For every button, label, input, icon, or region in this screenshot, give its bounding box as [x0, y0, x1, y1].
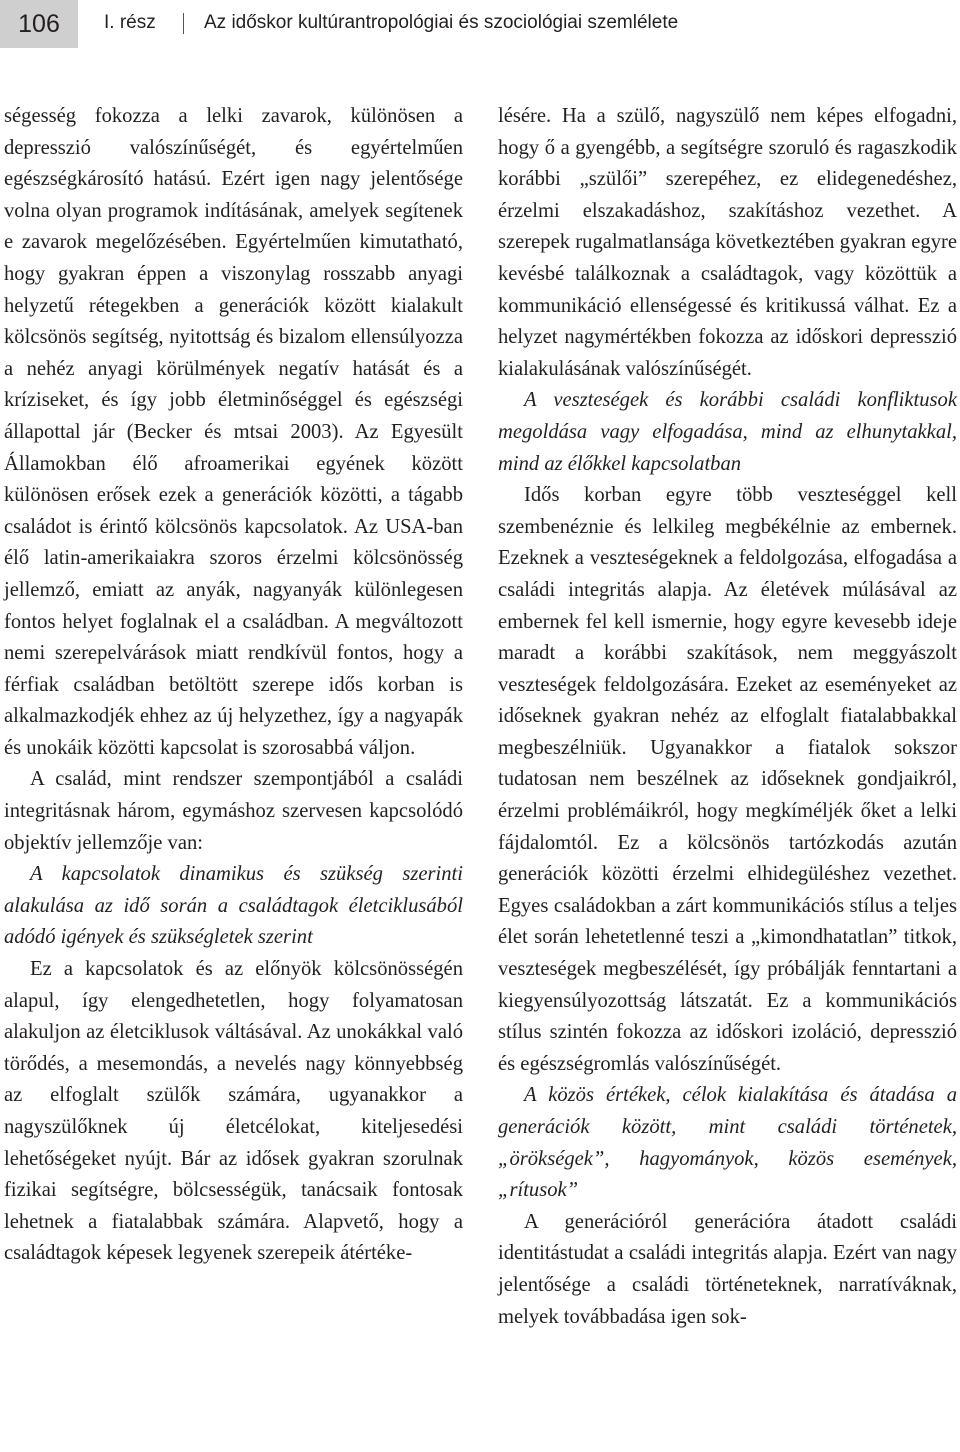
body-paragraph: Idős korban egyre több veszteséggel kell szembenéznie és lelkileg megbékélnie az embernek. Ezeknek a veszteségeknek a feldolgozása, elfogadása a családi integritás alapja. Az életévek múlásával az embernek fel kell ismernie, hogy egyre kevesebb ideje maradt a korábbi szakítások, nem meggyászolt veszteségek feldolgozására. Ezeket az eseményeket az időseknek gyakran nehéz az elfoglalt fiatalabbakkal megbeszélniük. Ugyanakkor a fiatalok sokszor tudatosan nem beszélnek az időseknek gondjaikról, érzelmi problémáikról, hogy megkíméljék őket a lelki fájdalomtól. Ez a kölcsönös tartózkodás azután generációk közötti érzelmi elhidegüléshez vezethet. Egyes családokban a zárt kommunikációs stílus a teljes élet során lehetetlenné teszi a „kimondhatatlan” titkok, veszteségek megbeszélését, így próbálják fenntartani a kiegyensúlyozottság látszatát. Ez a kommunikációs stílus szintén fokozza az időskori izoláció, depresszió és egészségromlás valószínűségét.	[498, 484, 957, 1075]
italic-subheading: A veszteségek és korábbi családi konfliktusok megoldása vagy elfogadása, mind az elhunytakkal, mind az élőkkel kapcsolatban	[498, 389, 957, 475]
right-column	[498, 101, 957, 1333]
page-number: 106	[0, 0, 78, 48]
body-paragraph: lésére. Ha a szülő, nagyszülő nem képes elfogadni, hogy ő a gyengébb, a segítségre szoruló és ragaszkodik korábbi „szülői” szerepéhez, ez elidegenedéshez, érzelmi elszakadáshoz, szakításhoz vezethet. A szerepek rugalmatlansága következtében gyakran egyre kevésbé találkoznak a családtagok, vagy közöttük a kommunikáció ellenségessé és kritikussá válhat. Ez a helyzet nagymértékben fokozza az időskori depresszió kialakulásának valószínűségét.	[498, 105, 957, 380]
body-paragraph: A család, mint rendszer szempontjából a családi integritásnak három, egymáshoz szervesen kapcsolódó objektív jellemzője van:	[4, 768, 463, 854]
italic-subheading: A közös értékek, célok kialakítása és átadása a generációk között, mint családi történetek, „örökségek”, hagyományok, közös események, „rítusok”	[498, 1084, 957, 1202]
left-column	[4, 101, 463, 1270]
body-paragraph: Ez a kapcsolatok és az előnyök kölcsönösségén alapul, így elengedhetetlen, hogy folyamatosan alakuljon az életciklusok váltásával. Az unokákkal való törődés, a mesemondás, a nevelés nagy könnyebbség az elfoglalt szülők számára, ugyanakkor a nagyszülőknek új életcélokat, kiteljesedési lehetőségeket nyújt. Bár az idősek gyakran szorulnak fizikai segítségre, bölcsességük, tanácsaik fontosak lehetnek a fiatalabbak számára. Alapvető, hogy a családtagok képesek legyenek szerepeik átértéke-	[4, 958, 463, 1265]
body-paragraph: A generációról generációra átadott családi identitástudat a családi integritás alapja. Ezért van nagy jelentősége a családi történeteknek, narratíváknak, melyek továbbadása igen sok-	[498, 1210, 957, 1328]
body-paragraph: ségesség fokozza a lelki zavarok, különösen a depresszió valószínűségét, és egyértelműen egészségkárosító hatású. Ezért igen nagy jelentősége volna olyan programok indításának, amelyek segítenek e zavarok megelőzésében. Egyértelműen kimutatható, hogy gyakran éppen a viszonylag rosszabb anyagi helyzetű rétegekben a generációk között kialakult kölcsönös segítség, nyitottság és bizalom ellensúlyozza a nehéz anyagi körülmények negatív hatását és a kríziseket, és így jobb életminőséggel és egészségi állapottal jár (Becker és mtsai 2003). Az Egyesült Államokban élő afroamerikai egyének között különösen erősek ezek a generációk közötti, a tágabb családot is érintő kölcsönös kapcsolatok. Az USA-ban élő latin-amerikaiakra szoros érzelmi kölcsönösség jellemző, emiatt az anyák, nagyanyák különlegesen fontos helyet foglalnak el a családban. A megváltozott nemi szerepelvárások miatt rendkívül fontos, hogy a férfiak családban betöltött szerepe idős korban is alkalmazkodjék ehhez az új helyzethez, így a nagyapák és unokáik közötti kapcsolat is szorosabbá váljon.	[4, 105, 463, 759]
header-divider	[183, 13, 184, 34]
chapter-title: Az időskor kultúrantropológiai és szociológiai szemlélete	[204, 12, 679, 33]
part-label: I. rész	[104, 12, 156, 33]
running-header	[0, 0, 960, 48]
italic-subheading: A kapcsolatok dinamikus és szükség szerinti alakulása az idő során a családtagok életciklusából adódó igények és szükségletek szerint	[4, 863, 463, 949]
